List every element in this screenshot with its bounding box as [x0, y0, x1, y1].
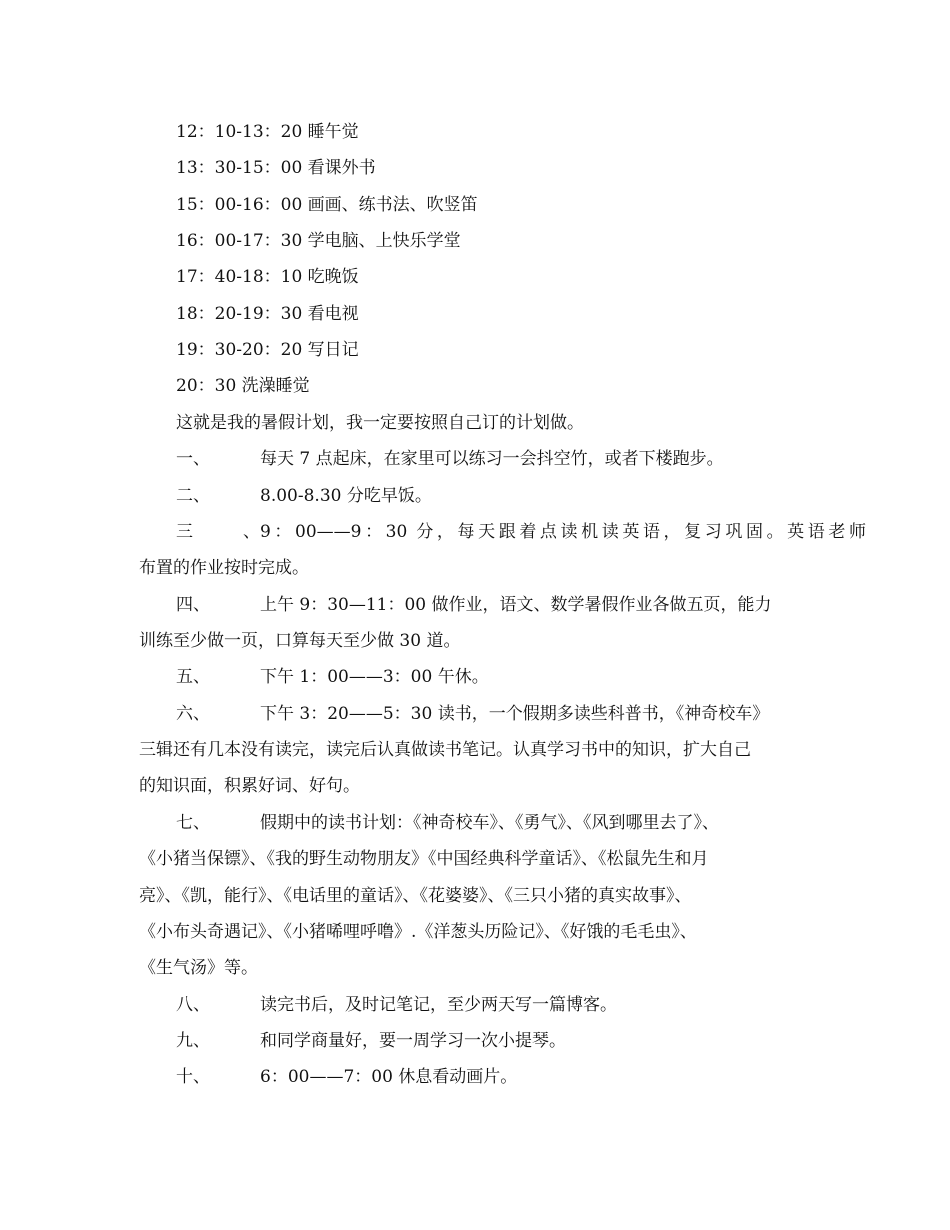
plan-item-text: 每天 7 点起床，在家里可以练习一会抖空竹，或者下楼跑步。: [260, 449, 724, 469]
plan-item-text: 8.00-8.30 分吃早饭。: [260, 486, 432, 506]
plan-item-continuation: 三辑还有几本没有读完，读完后认真做读书笔记。认真学习书中的知识，扩大自己: [139, 740, 751, 760]
plan-item-marker: 三、: [176, 522, 260, 542]
plan-item: [139, 812, 866, 834]
plan-item: [139, 1066, 866, 1088]
plan-item-text: 下午 3：20——5：30 读书，一个假期多读些科普书，《神奇校车》: [260, 704, 770, 724]
plan-item-marker: 五、: [176, 667, 210, 687]
plan-item: [139, 594, 866, 616]
plan-item-text: 读完书后，及时记笔记，至少两天写一篇博客。: [260, 995, 617, 1015]
plan-item-continuation: 训练至少做一页，口算每天至少做 30 道。: [139, 631, 461, 651]
plan-item-text: 假期中的读书计划：《神奇校车》、《勇气》、《风到哪里去了》、: [260, 813, 719, 833]
schedule-line: 16：00-17：30 学电脑、上快乐学堂: [176, 231, 461, 251]
plan-item-text: 下午 1：00——3：00 午休。: [260, 667, 489, 687]
plan-item-continuation: 的知识面，积累好词、好句。: [139, 776, 360, 796]
plan-item: [139, 703, 866, 725]
plan-item: [139, 1030, 866, 1052]
schedule-line: 19：30-20：20 写日记: [176, 340, 359, 360]
schedule-line: 17：40-18：10 吃晚饭: [176, 267, 359, 287]
plan-item-marker: 九、: [176, 1031, 210, 1051]
plan-item-marker: 一、: [176, 449, 210, 469]
plan-item-continuation: 《小猪当保镖》、《我的野生动物朋友》《中国经典科学童话》、《松鼠先生和月: [139, 849, 709, 869]
plan-item: [139, 448, 866, 470]
schedule-line: 15：00-16：00 画画、练书法、吹竖笛: [176, 195, 478, 215]
plan-item-marker: 七、: [176, 813, 210, 833]
schedule-line: 13：30-15：00 看课外书: [176, 158, 376, 178]
plan-item-marker: 二、: [176, 486, 210, 506]
plan-item-marker: 四、: [176, 595, 210, 615]
summary-paragraph: 这就是我的暑假计划，我一定要按照自己订的计划做。: [176, 413, 584, 433]
plan-item-marker: 六、: [176, 704, 210, 724]
plan-item-continuation: 布置的作业按时完成。: [139, 558, 309, 578]
plan-item-text: 9：00——9：30 分，每天跟着点读机读英语，复习巩固。英语老师: [260, 522, 866, 542]
plan-item: [139, 521, 866, 543]
plan-item-text: 上午 9：30—11：00 做作业，语文、数学暑假作业各做五页，能力: [260, 595, 772, 615]
plan-item-marker: 八、: [176, 995, 210, 1015]
schedule-line: 18：20-19：30 看电视: [176, 304, 359, 324]
plan-item-text: 6：00——7：00 休息看动画片。: [260, 1067, 518, 1087]
plan-item-continuation: 《生气汤》等。: [139, 958, 258, 978]
plan-item-text: 和同学商量好，要一周学习一次小提琴。: [260, 1031, 566, 1051]
plan-item-continuation: 《小布头奇遇记》、《小猪唏哩呼噜》.《洋葱头历险记》、《好饿的毛毛虫》、: [139, 922, 697, 942]
plan-item: [139, 666, 866, 688]
plan-item-marker: 十、: [176, 1067, 210, 1087]
schedule-line: 12：10-13：20 睡午觉: [176, 122, 359, 142]
plan-item: [139, 485, 866, 507]
plan-item: [139, 994, 866, 1016]
schedule-line: 20：30 洗澡睡觉: [176, 376, 310, 396]
plan-item-continuation: 亮》、《凯，能行》、《电话里的童话》、《花婆婆》、《三只小猪的真实故事》、: [139, 886, 692, 906]
